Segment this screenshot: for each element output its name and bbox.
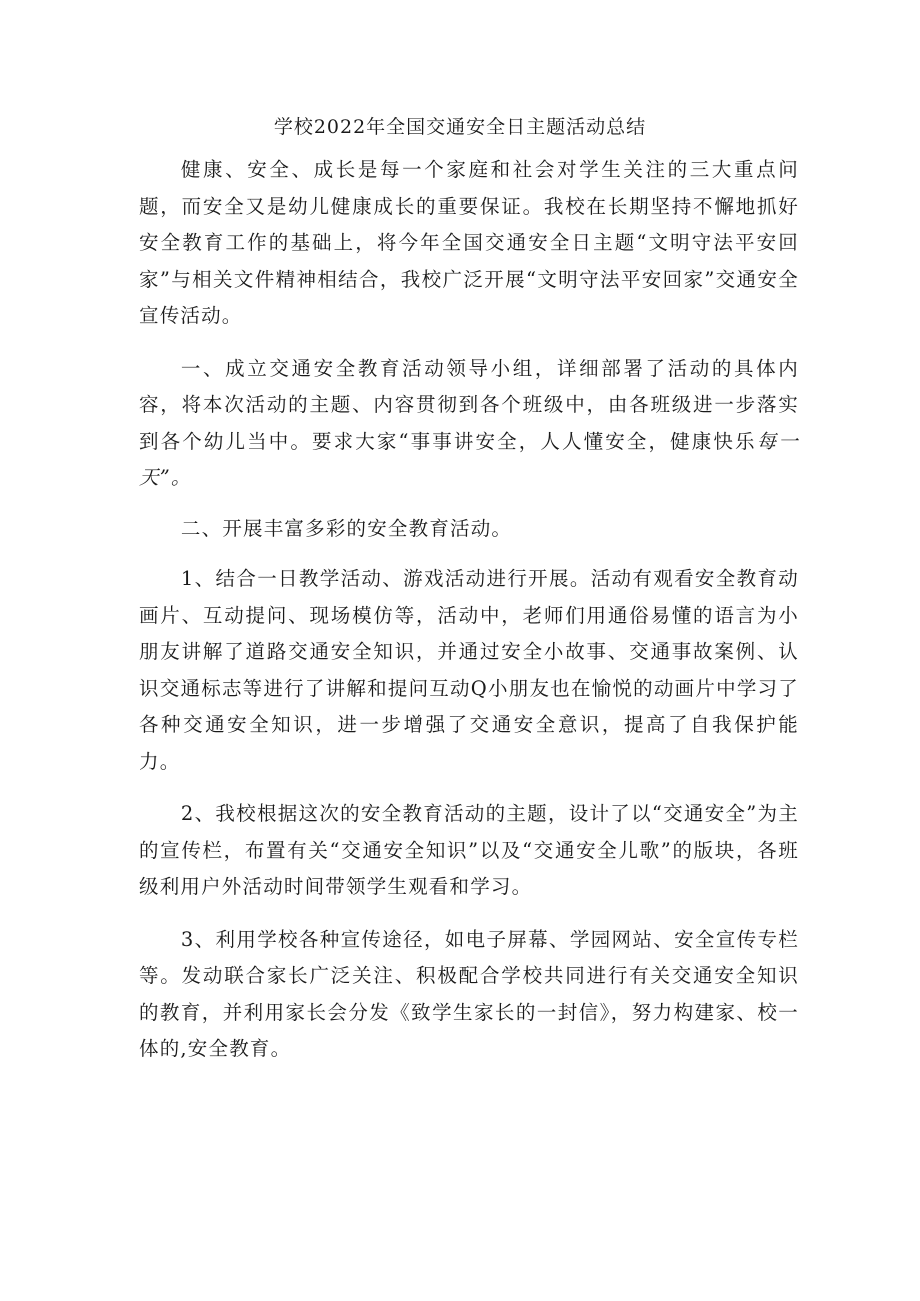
paragraph-section-1: [139, 351, 799, 497]
paragraph-section-2-heading: 二、开展丰富多彩的安全教育活动。: [180, 516, 513, 540]
paragraph-section-1-tail: 每一天”。: [139, 429, 799, 489]
document-body: [139, 152, 799, 1084]
document-title: 学校2022年全国交通安全日主题活动总结: [273, 116, 647, 138]
paragraph-intro: 健康、安全、成长是每一个家庭和社会对学生关注的三大重点问题，而安全又是幼儿健康成长的重要保证。我校在长期坚持不懈地抓好安全教育工作的基础上，将今年全国交通安全日主题“文明守法平安回家”与相关文件精神相结合，我校广泛开展“文明守法平安回家”交通安全宣传活动。: [139, 158, 799, 327]
paragraph-item-3: 3、利用学校各种宣传途径，如电子屏幕、学园网站、安全宣传专栏等。发动联合家长广泛关注、积极配合学校共同进行有关交通安全知识的教育，并利用家长会分发《致学生家长的一封信》，努力构建家、校一体的,安全教育。: [139, 927, 799, 1060]
paragraph-section-1-text: 一、成立交通安全教育活动领导小组，详细部署了活动的具体内容，将本次活动的主题、内容贯彻到各个班级中，由各班级进一步落实到各个幼儿当中。要求大家“事事讲安全，人人懂安全，健康快乐: [139, 356, 799, 453]
paragraph-item-1: 1、结合一日教学活动、游戏活动进行开展。活动有观看安全教育动画片、互动提问、现场模仿等，活动中，老师们用通俗易懂的语言为小朋友讲解了道路交通安全知识，并通过安全小故事、交通事故案例、认识交通标志等进行了讲解和提问互动Q小朋友也在愉悦的动画片中学习了各种交通安全知识，进一步增强了交通安全意识，提高了自我保护能力。: [139, 567, 799, 773]
paragraph-item-2: 2、我校根据这次的安全教育活动的主题，设计了以“交通安全”为主的宣传栏，布置有关“交通安全知识”以及“交通安全儿歌”的版块，各班级利用户外活动时间带领学生观看和学习。: [139, 802, 799, 898]
